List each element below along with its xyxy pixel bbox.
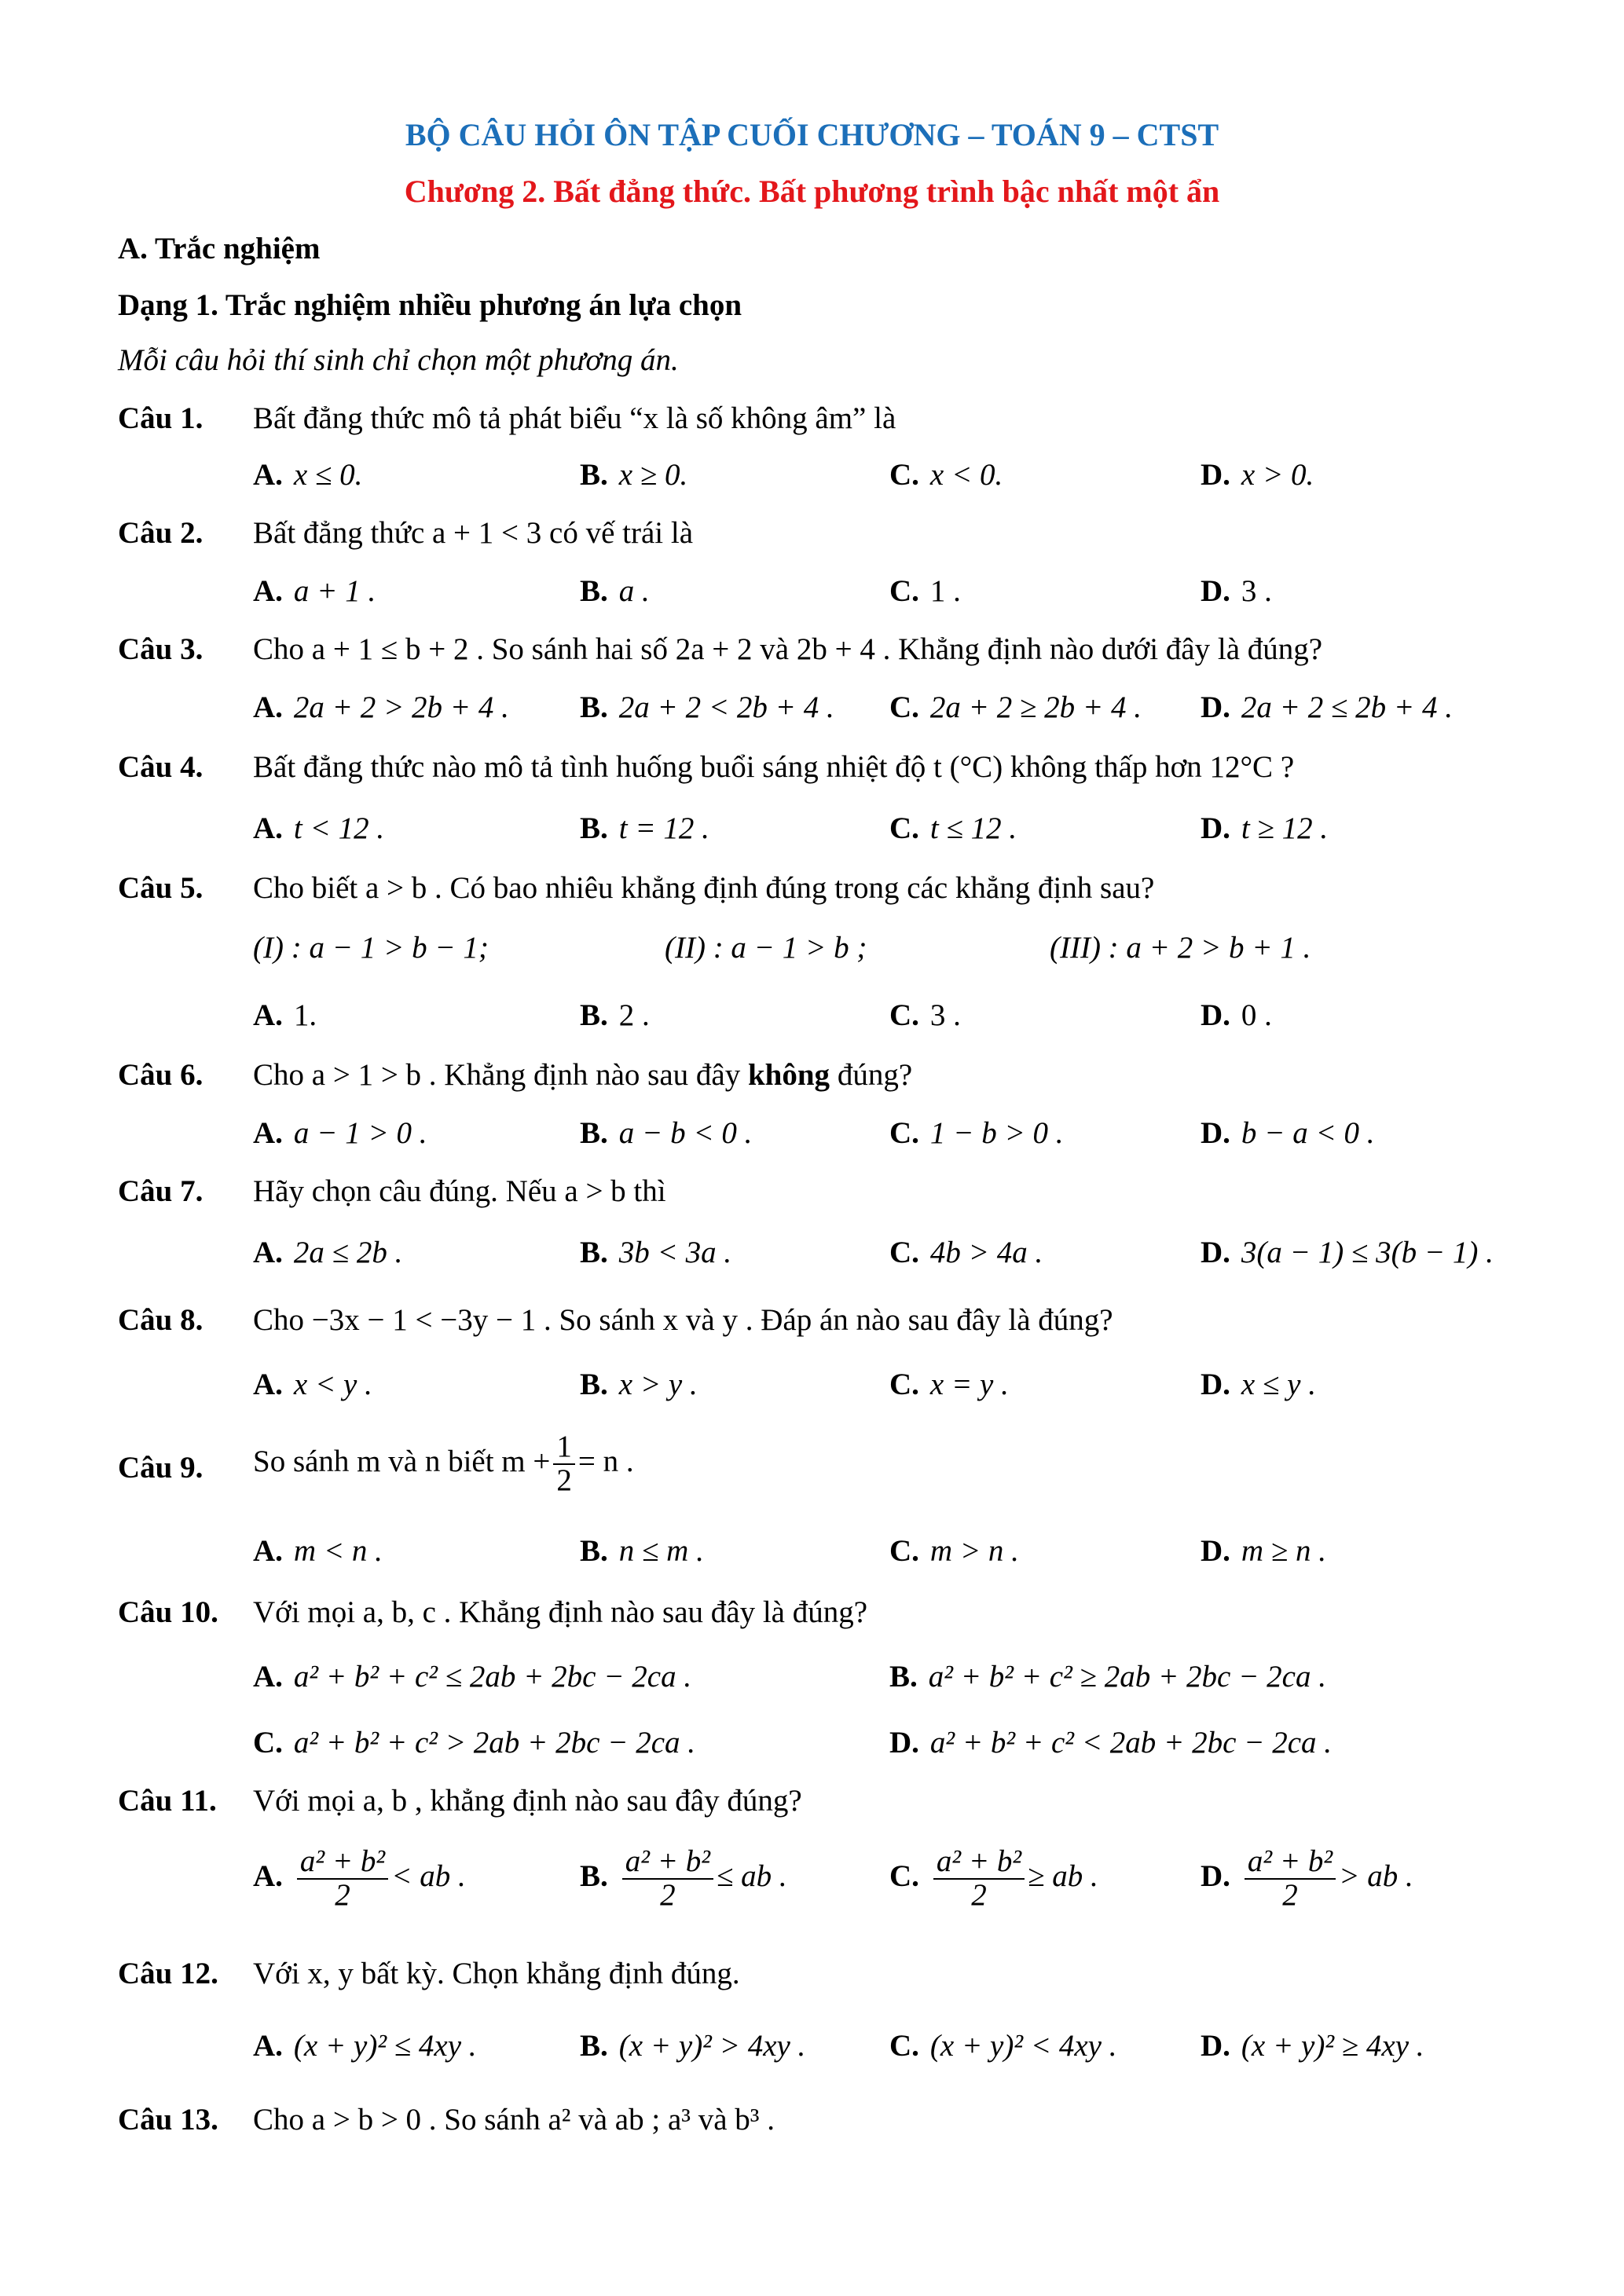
option-c[interactable]	[889, 811, 1017, 846]
question-label: Câu 13.	[118, 2103, 218, 2137]
option-label: A.	[253, 1534, 283, 1568]
option-c[interactable]	[889, 690, 1142, 725]
option-label: D.	[1201, 690, 1230, 724]
option-label: C.	[889, 458, 919, 492]
option-text: x ≤ y .	[1241, 1368, 1316, 1401]
option-text: a² + b² + c² < 2ab + 2bc − 2ca .	[929, 1726, 1333, 1760]
option-label: A.	[253, 998, 283, 1032]
option-label: B.	[580, 811, 608, 845]
option-label: C.	[889, 2029, 919, 2063]
option-label: A.	[253, 1116, 283, 1150]
option-d[interactable]	[1201, 1846, 1413, 1912]
section-heading: A. Trắc nghiệm	[118, 232, 321, 265]
option-text: x = y .	[929, 1368, 1009, 1401]
option-label: B.	[580, 690, 608, 724]
option-c[interactable]	[889, 1115, 1064, 1151]
option-a[interactable]	[253, 457, 362, 493]
fraction-numerator: a² + b²	[1245, 1846, 1336, 1880]
option-c[interactable]	[889, 2028, 1116, 2063]
option-label: A.	[253, 1660, 283, 1694]
option-a[interactable]	[253, 2028, 477, 2063]
question-label: Câu 9.	[118, 1451, 203, 1485]
question-label: Câu 2.	[118, 516, 203, 550]
option-label: D.	[1201, 1858, 1230, 1893]
option-text: a² + b² + c² > 2ab + 2bc − 2ca .	[293, 1726, 696, 1760]
question-text: Cho a + 1 ≤ b + 2 . So sánh hai số 2a + 2 và 2b + 4 . Khẳng định nào dưới đây là đúng?	[253, 632, 1323, 666]
option-text: x ≥ 0.	[618, 458, 688, 492]
option-text: 1 − b > 0 .	[929, 1116, 1064, 1150]
option-label: A.	[253, 1236, 283, 1269]
fraction	[553, 1431, 575, 1497]
option-c[interactable]	[889, 1533, 1019, 1569]
option-label: A.	[253, 1368, 283, 1401]
option-text: m < n .	[293, 1534, 383, 1568]
option-c[interactable]	[889, 1367, 1009, 1402]
option-label: C.	[889, 1534, 919, 1568]
text-part: So sánh m và n biết m +	[253, 1444, 551, 1478]
option-c[interactable]	[889, 457, 1003, 493]
option-text: m ≥ n .	[1241, 1534, 1326, 1568]
question-label: Câu 7.	[118, 1174, 203, 1208]
option-label: B.	[580, 2029, 608, 2063]
option-text: t ≥ 12 .	[1241, 811, 1329, 845]
option-text: a + 1 .	[293, 574, 376, 608]
option-text: 3 .	[929, 998, 961, 1032]
option-c[interactable]	[889, 998, 961, 1033]
option-c[interactable]	[889, 1235, 1043, 1270]
option-c[interactable]	[253, 1725, 695, 1760]
option-label: B.	[889, 1660, 918, 1694]
statement-text: (II) : a − 1 > b ;	[665, 931, 867, 965]
question-text: Hãy chọn câu đúng. Nếu a > b thì	[253, 1174, 666, 1208]
option-d[interactable]	[1201, 573, 1272, 609]
option-b[interactable]	[580, 1367, 698, 1402]
option-label: C.	[889, 1116, 919, 1150]
option-b[interactable]	[580, 1235, 731, 1270]
option-text: t = 12 .	[618, 811, 709, 845]
option-label: B.	[580, 574, 608, 608]
option-text: (x + y)² > 4xy .	[618, 2029, 806, 2063]
option-text: m > n .	[929, 1534, 1019, 1568]
option-text: (x + y)² ≤ 4xy .	[293, 2029, 477, 2063]
option-label: C.	[253, 1726, 283, 1760]
option-d[interactable]	[1201, 457, 1314, 493]
option-b[interactable]	[580, 1533, 704, 1569]
option-label: D.	[1201, 1368, 1230, 1401]
question-text: Bất đẳng thức nào mô tả tình huống buổi sáng nhiệt độ t (°C) không thấp hơn 12°C ?	[253, 750, 1295, 784]
option-text: 3(a − 1) ≤ 3(b − 1) .	[1241, 1236, 1494, 1269]
option-label: C.	[889, 1368, 919, 1401]
option-text: ≤ ab .	[716, 1858, 787, 1893]
option-d[interactable]	[1201, 1533, 1326, 1569]
option-text: b − a < 0 .	[1241, 1116, 1375, 1150]
option-label: D.	[1201, 998, 1230, 1032]
option-b[interactable]	[580, 457, 687, 493]
fraction	[933, 1846, 1025, 1912]
option-text: x > 0.	[1241, 458, 1314, 492]
fraction-denominator: 2	[556, 1463, 572, 1497]
option-a[interactable]	[253, 1659, 691, 1694]
option-d[interactable]	[889, 1725, 1332, 1760]
option-text: > ab .	[1339, 1858, 1413, 1893]
question-text	[253, 1057, 912, 1093]
option-label: A.	[253, 2029, 283, 2063]
option-label: B.	[580, 1368, 608, 1401]
option-label: C.	[889, 811, 919, 845]
text-part: Cho a > 1 > b . Khẳng định nào sau đây	[253, 1058, 748, 1092]
statement-text: (I) : a − 1 > b − 1;	[253, 931, 489, 965]
option-text: x < 0.	[929, 458, 1003, 492]
option-d[interactable]	[1201, 1115, 1375, 1151]
option-b[interactable]	[580, 690, 834, 725]
option-text: x < y .	[293, 1368, 372, 1401]
option-label: C.	[889, 1236, 919, 1269]
option-label: D.	[1201, 811, 1230, 845]
fraction-denominator: 2	[971, 1877, 987, 1912]
option-text: t ≤ 12 .	[929, 811, 1017, 845]
option-text: n ≤ m .	[618, 1534, 704, 1568]
option-label: D.	[1201, 1534, 1230, 1568]
option-label: C.	[889, 574, 919, 608]
option-text: a .	[618, 574, 650, 608]
question-label: Câu 10.	[118, 1595, 218, 1629]
option-text: 3 .	[1241, 574, 1272, 608]
option-text: x ≤ 0.	[293, 458, 363, 492]
option-label: C.	[889, 998, 919, 1032]
fraction	[297, 1846, 388, 1912]
option-text: 1 .	[929, 574, 961, 608]
option-a[interactable]	[253, 1367, 372, 1402]
question-text: Cho biết a > b . Có bao nhiêu khẳng định đúng trong các khẳng định sau?	[253, 871, 1155, 905]
option-a[interactable]	[253, 998, 317, 1033]
option-label: A.	[253, 690, 283, 724]
option-d[interactable]	[1201, 998, 1272, 1033]
option-label: A.	[253, 574, 283, 608]
fraction-numerator: a² + b²	[933, 1846, 1025, 1880]
fraction-numerator: a² + b²	[297, 1846, 388, 1880]
option-a[interactable]	[253, 1235, 402, 1270]
statement-1	[253, 930, 489, 965]
option-text: 2a ≤ 2b .	[293, 1236, 403, 1269]
option-text: 3b < 3a .	[618, 1236, 732, 1269]
option-d[interactable]	[1201, 1235, 1494, 1270]
type-heading: Dạng 1. Trắc nghiệm nhiều phương án lựa chọn	[118, 288, 742, 322]
option-text: (x + y)² ≥ 4xy .	[1241, 2029, 1424, 2063]
question-label: Câu 5.	[118, 871, 203, 905]
option-b[interactable]	[580, 1846, 787, 1912]
question-text: Với mọi a, b , khẳng định nào sau đây đúng?	[253, 1784, 802, 1818]
fraction-denominator: 2	[335, 1877, 350, 1912]
fraction-numerator: 1	[553, 1431, 575, 1465]
question-label: Câu 3.	[118, 632, 203, 666]
option-text: 2a + 2 > 2b + 4 .	[293, 690, 509, 724]
option-text: a² + b² + c² ≥ 2ab + 2bc − 2ca .	[928, 1660, 1326, 1694]
question-text: Bất đẳng thức mô tả phát biểu “x là số không âm” là	[253, 401, 896, 435]
statement-2	[665, 930, 867, 965]
option-label: D.	[1201, 1116, 1230, 1150]
option-d[interactable]	[1201, 690, 1453, 725]
option-d[interactable]	[1201, 1367, 1316, 1402]
fraction	[1245, 1846, 1336, 1912]
fraction-numerator: a² + b²	[622, 1846, 713, 1880]
option-a[interactable]	[253, 811, 384, 846]
option-a[interactable]	[253, 1533, 383, 1569]
option-a[interactable]	[253, 1115, 427, 1151]
option-label: A.	[253, 458, 283, 492]
option-text: 2 .	[618, 998, 650, 1032]
option-text: (x + y)² < 4xy .	[929, 2029, 1117, 2063]
option-label: A.	[253, 1858, 283, 1893]
instruction-note: Mỗi câu hỏi thí sinh chỉ chọn một phương án.	[118, 343, 679, 377]
option-text: 2a + 2 ≥ 2b + 4 .	[929, 690, 1142, 724]
option-a[interactable]	[253, 573, 376, 609]
option-b[interactable]	[580, 2028, 805, 2063]
option-d[interactable]	[1201, 811, 1328, 846]
text-part: đúng?	[830, 1058, 913, 1092]
text-part: = n .	[577, 1444, 634, 1478]
emphasis-text: không	[747, 1058, 830, 1092]
option-text: x > y .	[618, 1368, 698, 1401]
option-label: C.	[889, 690, 919, 724]
option-b[interactable]	[580, 1115, 752, 1151]
fraction-denominator: 2	[660, 1877, 676, 1912]
statement-text: (III) : a + 2 > b + 1 .	[1050, 931, 1311, 965]
option-d[interactable]	[1201, 2028, 1424, 2063]
question-text: Cho a > b > 0 . So sánh a² và ab ; a³ và b³ .	[253, 2103, 775, 2137]
question-label: Câu 12.	[118, 1957, 218, 1990]
option-label: D.	[889, 1726, 919, 1760]
option-b[interactable]	[580, 573, 650, 609]
option-label: A.	[253, 811, 283, 845]
option-b[interactable]	[580, 811, 709, 846]
option-text: 0 .	[1241, 998, 1272, 1032]
question-text: Cho −3x − 1 < −3y − 1 . So sánh x và y . Đáp án nào sau đây là đúng?	[253, 1303, 1113, 1337]
option-a[interactable]	[253, 690, 509, 725]
question-text: Bất đẳng thức a + 1 < 3 có vế trái là	[253, 516, 694, 550]
question-label: Câu 6.	[118, 1058, 203, 1092]
option-b[interactable]	[580, 998, 650, 1033]
option-text: a − b < 0 .	[618, 1116, 753, 1150]
option-label: D.	[1201, 2029, 1230, 2063]
option-label: D.	[1201, 574, 1230, 608]
question-label: Câu 1.	[118, 401, 203, 435]
option-text: < ab .	[391, 1858, 466, 1893]
document-title: BỘ CÂU HỎI ÔN TẬP CUỐI CHƯƠNG – TOÁN 9 – CTST	[405, 117, 1219, 152]
fraction	[622, 1846, 713, 1912]
question-label: Câu 4.	[118, 750, 203, 784]
question-text: Với x, y bất kỳ. Chọn khẳng định đúng.	[253, 1957, 740, 1990]
question-text: Với mọi a, b, c . Khẳng định nào sau đây là đúng?	[253, 1595, 868, 1629]
question-label: Câu 11.	[118, 1784, 217, 1818]
statement-3	[1050, 930, 1311, 965]
option-label: B.	[580, 998, 608, 1032]
option-text: 2a + 2 < 2b + 4 .	[618, 690, 834, 724]
option-label: B.	[580, 1116, 608, 1150]
option-text: ≥ ab .	[1028, 1858, 1098, 1893]
option-label: D.	[1201, 1236, 1230, 1269]
chapter-subtitle: Chương 2. Bất đẳng thức. Bất phương trình bậc nhất một ẩn	[404, 174, 1220, 209]
option-text: t < 12 .	[293, 811, 385, 845]
option-text: 1.	[293, 998, 317, 1032]
question-label: Câu 8.	[118, 1303, 203, 1337]
option-label: D.	[1201, 458, 1230, 492]
option-text: a − 1 > 0 .	[293, 1116, 427, 1150]
option-c[interactable]	[889, 1846, 1098, 1912]
option-c[interactable]	[889, 573, 961, 609]
option-label: C.	[889, 1858, 919, 1893]
option-text: 2a + 2 ≤ 2b + 4 .	[1241, 690, 1453, 724]
question-text	[253, 1431, 634, 1497]
fraction-denominator: 2	[1282, 1877, 1298, 1912]
option-label: B.	[580, 1858, 608, 1893]
option-a[interactable]	[253, 1846, 466, 1912]
option-label: B.	[580, 1236, 608, 1269]
option-label: B.	[580, 458, 608, 492]
option-label: B.	[580, 1534, 608, 1568]
option-b[interactable]	[889, 1659, 1326, 1694]
option-text: 4b > 4a .	[929, 1236, 1043, 1269]
option-text: a² + b² + c² ≤ 2ab + 2bc − 2ca .	[293, 1660, 692, 1694]
